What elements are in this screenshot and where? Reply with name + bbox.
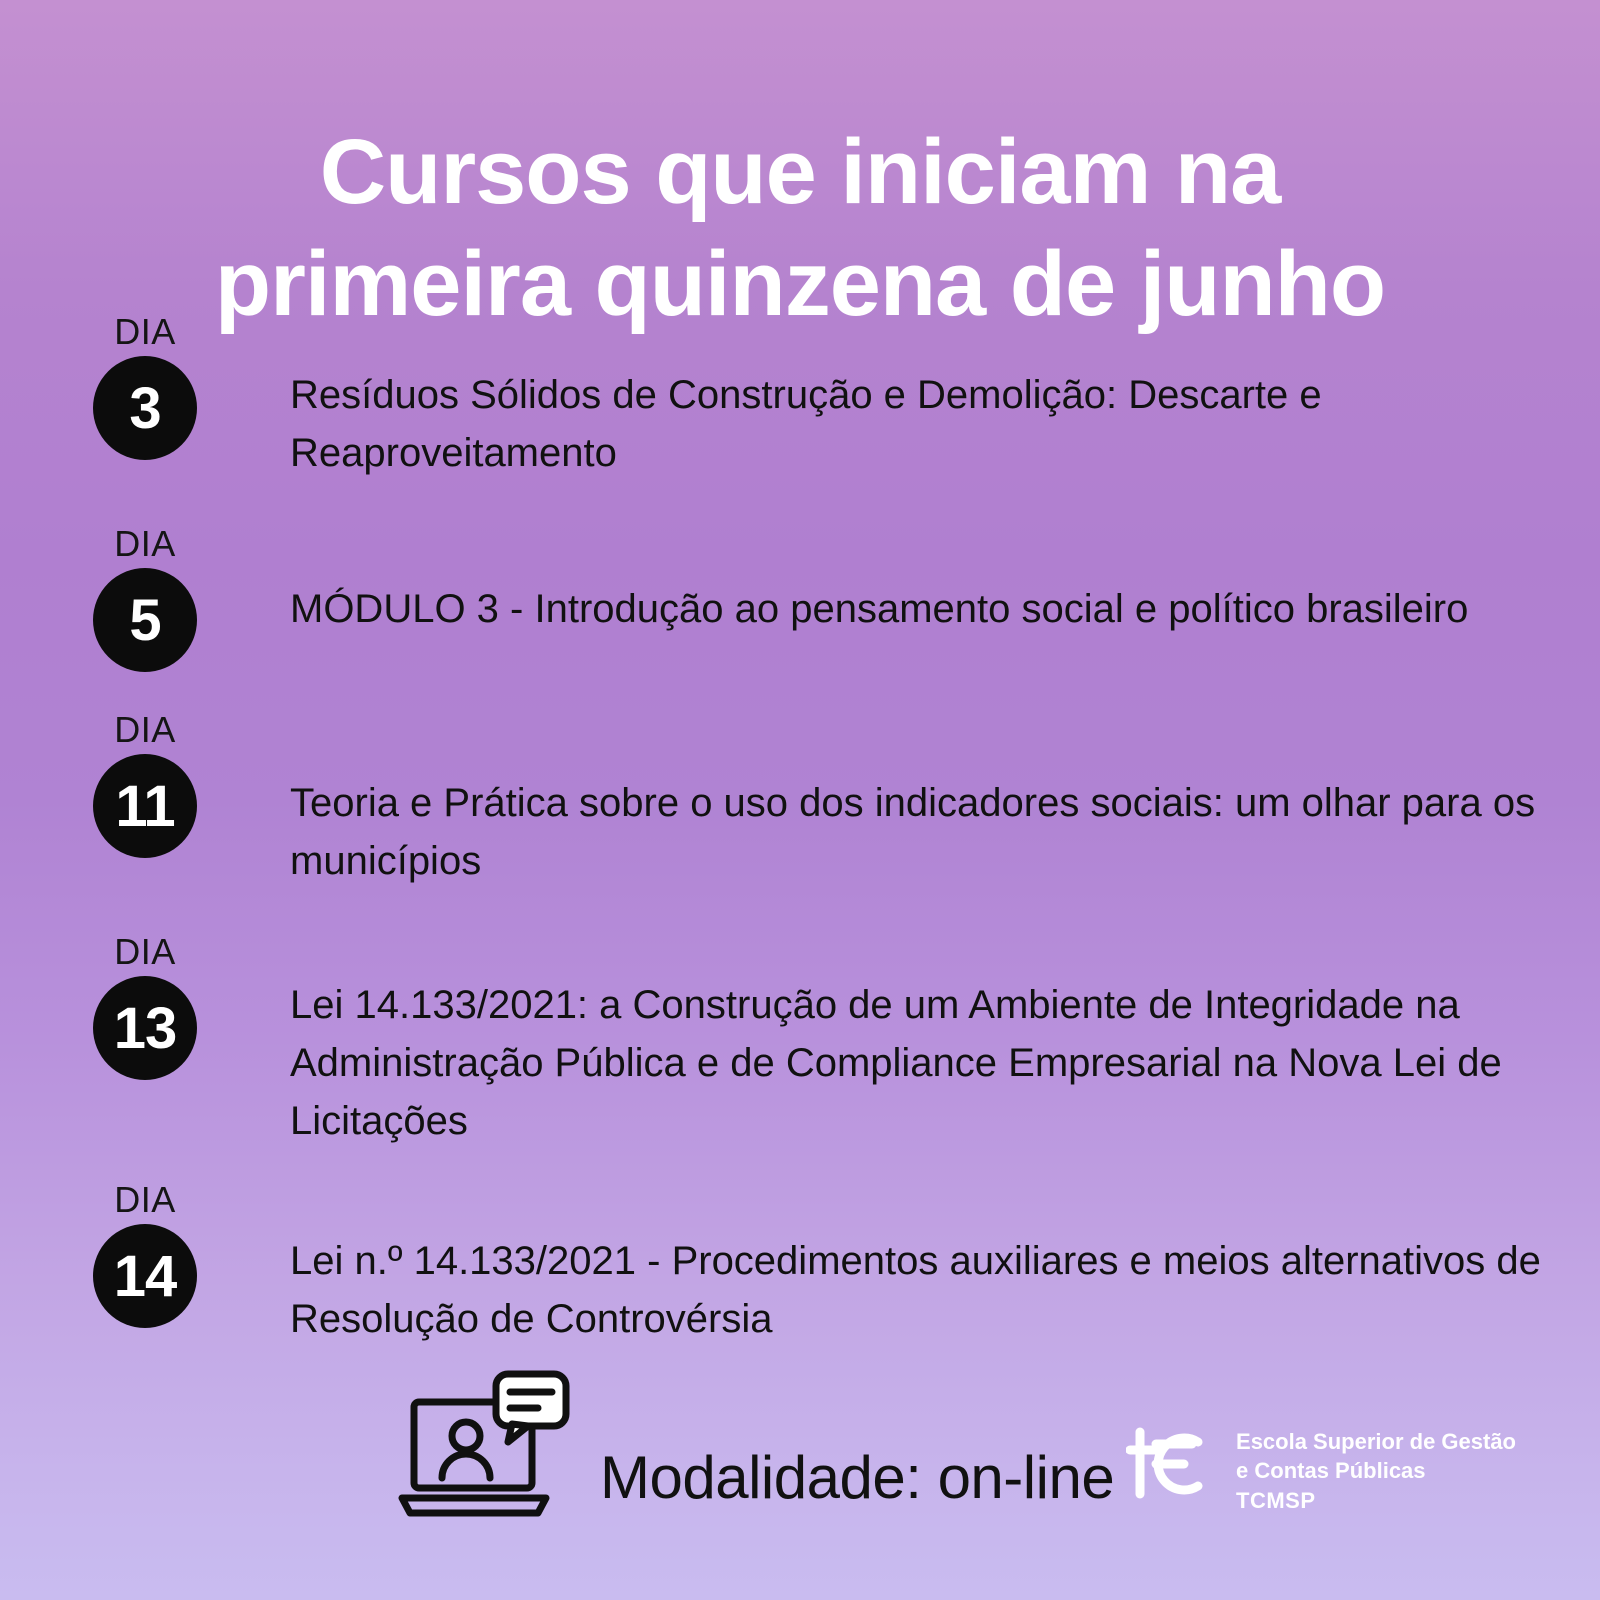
day-word-label: DIA [114,931,176,972]
brand-text [1236,1414,1516,1516]
modality-label: Modalidade: on-line [600,1444,1115,1511]
list-item [0,932,1600,1150]
day-word-label: DIA [114,311,176,352]
page-title-line-1: Cursos que iniciam na [319,120,1281,223]
brand-logo [1126,1414,1516,1516]
brand-line-1: Escola Superior de Gestão [1236,1429,1516,1455]
footer [0,1364,1600,1564]
day-number-badge: 3 [93,356,197,460]
day-badge-group [0,710,290,858]
day-number-badge: 14 [93,1224,197,1328]
day-word-label: DIA [114,523,176,564]
day-word-label: DIA [114,709,176,750]
day-badge-group [0,312,290,460]
course-title: Resíduos Sólidos de Construção e Demolição: Descarte e Reaproveitamento [290,373,1322,475]
day-badge-group [0,524,290,672]
course-list [0,312,1600,1348]
list-item [0,524,1600,672]
day-number-badge: 13 [93,976,197,1080]
course-title: Lei 14.133/2021: a Construção de um Ambiente de Integridade na Administração Pública e de Compliance Empresarial na Nova Lei de Licitações [290,983,1502,1143]
day-word-label: DIA [114,1179,176,1220]
course-title: MÓDULO 3 - Introdução ao pensamento social e político brasileiro [290,587,1469,631]
list-item [0,312,1600,482]
course-title: Lei n.º 14.133/2021 - Procedimentos auxiliares e meios alternativos de Resolução de Controvérsia [290,1239,1541,1341]
day-badge-group [0,932,290,1080]
day-number-badge: 11 [93,754,197,858]
brand-line-2: e Contas Públicas [1236,1457,1426,1483]
list-item [0,710,1600,890]
page-title [0,116,1600,340]
page-title-line-2: primeira quinzena de junho [214,232,1386,335]
course-title: Teoria e Prática sobre o uso dos indicadores sociais: um olhar para os municípios [290,781,1536,883]
day-badge-group [0,1180,290,1328]
list-item [0,1180,1600,1348]
day-number-badge: 5 [93,568,197,672]
brand-acronym: TCMSP [1236,1488,1316,1514]
tcmsp-logo-icon [1126,1414,1222,1510]
laptop-chat-icon [396,1366,576,1536]
